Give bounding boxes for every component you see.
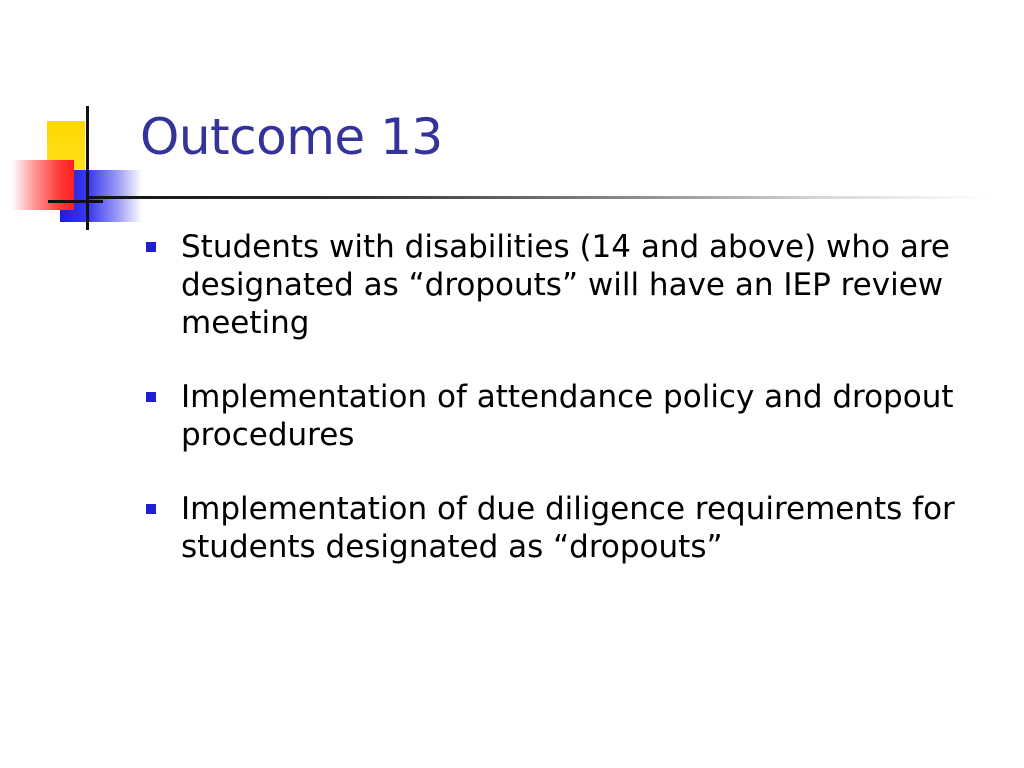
bullet-text: Students with disabilities (14 and above) who are designated as “dropouts” will have an IEP review meeting: [181, 229, 950, 341]
bullet-list: [140, 228, 1010, 602]
square-bullet-icon: [146, 392, 156, 402]
slide-title: Outcome 13: [140, 108, 443, 166]
bullet-item: [140, 490, 1010, 566]
bullet-text: Implementation of attendance policy and dropout procedures: [181, 379, 954, 453]
square-bullet-icon: [146, 242, 156, 252]
bullet-item: [140, 378, 1010, 454]
vertical-line-shape: [86, 106, 89, 230]
title-underline-divider: [88, 196, 988, 199]
square-bullet-icon: [146, 504, 156, 514]
bullet-text: Implementation of due diligence requirements for students designated as “dropouts”: [181, 491, 955, 565]
horizontal-line-shape: [48, 200, 103, 203]
decorative-squares-logo: [0, 100, 150, 230]
bullet-item: [140, 228, 1010, 342]
